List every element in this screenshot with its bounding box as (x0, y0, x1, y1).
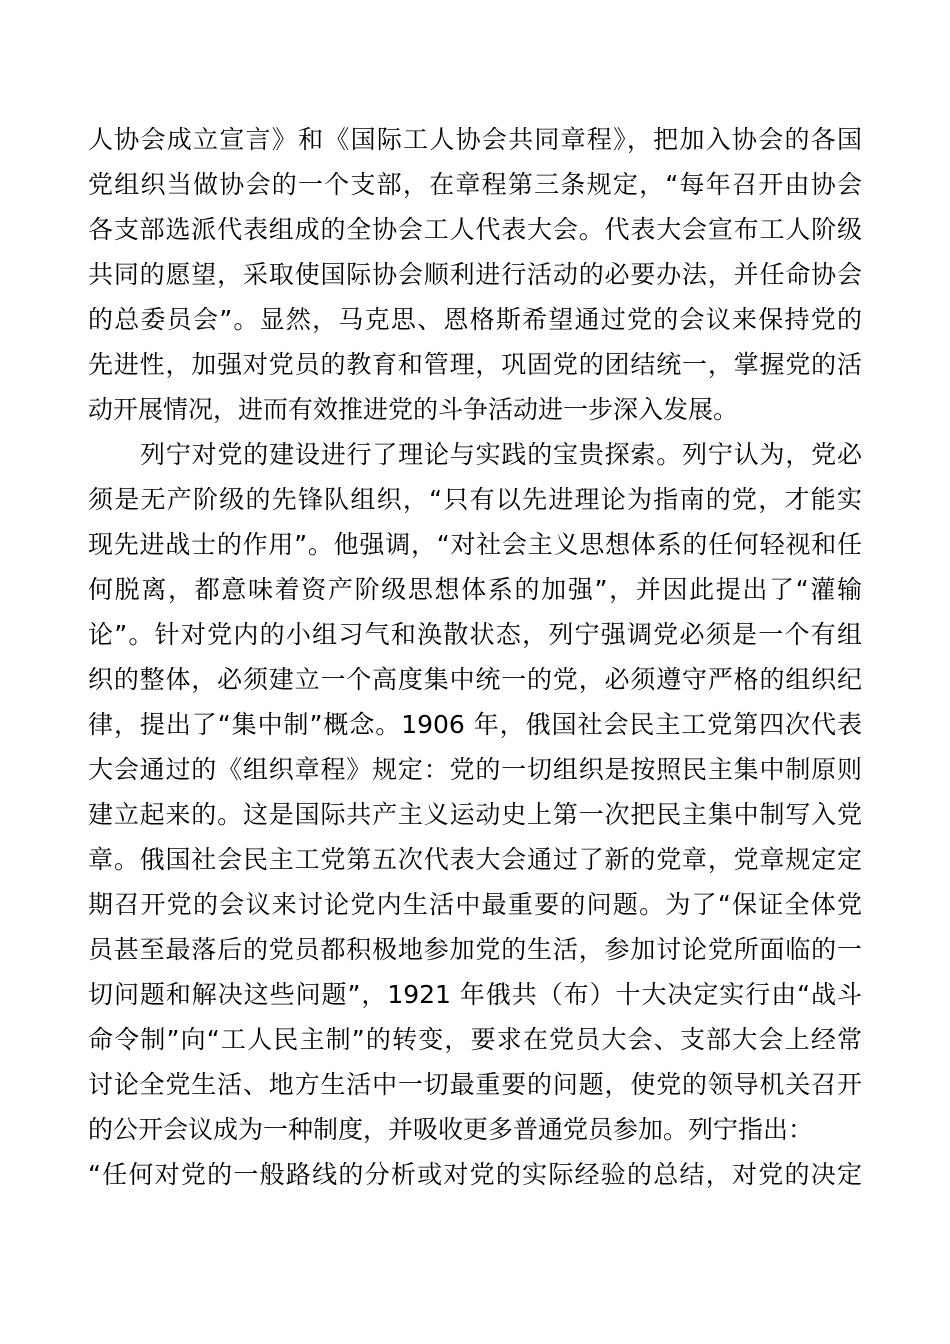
text-line: 讨论全党生活、地方生活中一切最重要的问题，使党的领导机关召开 (88, 1070, 862, 1099)
paragraph-2 (88, 432, 862, 1197)
text-line: 列宁对党的建设进行了理论与实践的宝贵探索。列宁认为，党必 (140, 440, 862, 469)
text-line: 员甚至最落后的党员都积极地参加党的生活，参加讨论党所面临的一 (88, 935, 862, 964)
text-line: 论”。针对党内的小组习气和涣散状态，列宁强调党必须是一个有组 (88, 620, 862, 649)
body-text (88, 117, 862, 1197)
text-line: 织的整体，必须建立一个高度集中统一的党，必须遵守严格的组织纪 (88, 665, 862, 694)
text-line: 切问题和解决这些问题”，1921 年俄共（布）十大决定实行由“战斗 (88, 980, 862, 1009)
text-line: 命令制”向“工人民主制”的转变，要求在党员大会、支部大会上经常 (88, 1025, 862, 1054)
text-line: 建立起来的。这是国际共产主义运动史上第一次把民主集中制写入党 (88, 800, 862, 829)
text-line: “任何对党的一般路线的分析或对党的实际经验的总结，对党的决定 (88, 1160, 862, 1189)
text-line: 须是无产阶级的先锋队组织，“只有以先进理论为指南的党，才能实 (88, 485, 862, 514)
text-line: 的公开会议成为一种制度，并吸收更多普通党员参加。列宁指出： (88, 1115, 814, 1144)
text-line: 何脱离，都意味着资产阶级思想体系的加强”，并因此提出了“灌输 (88, 575, 862, 604)
text-line: 共同的愿望，采取使国际协会顺利进行活动的必要办法，并任命协会 (88, 260, 862, 289)
paragraph-1 (88, 117, 862, 432)
text-line: 的总委员会”。显然，马克思、恩格斯希望通过党的会议来保持党的 (88, 305, 862, 334)
text-line: 现先进战士的作用”。他强调，“对社会主义思想体系的任何轻视和任 (88, 530, 862, 559)
text-line: 动开展情况，进而有效推进党的斗争活动进一步深入发展。 (88, 395, 739, 424)
text-line: 各支部选派代表组成的全协会工人代表大会。代表大会宣布工人阶级 (88, 215, 862, 244)
text-line: 党组织当做协会的一个支部，在章程第三条规定，“每年召开由协会 (88, 170, 862, 199)
text-line: 律，提出了“集中制”概念。1906 年，俄国社会民主工党第四次代表 (88, 710, 862, 739)
text-line: 人协会成立宣言》和《国际工人协会共同章程》，把加入协会的各国 (88, 125, 862, 154)
text-line: 章。俄国社会民主工党第五次代表大会通过了新的党章，党章规定定 (88, 845, 862, 874)
text-line: 先进性，加强对党员的教育和管理，巩固党的团结统一，掌握党的活 (88, 350, 862, 379)
text-line: 期召开党的会议来讨论党内生活中最重要的问题。为了“保证全体党 (88, 890, 862, 919)
text-line: 大会通过的《组织章程》规定：党的一切组织是按照民主集中制原则 (88, 755, 862, 784)
